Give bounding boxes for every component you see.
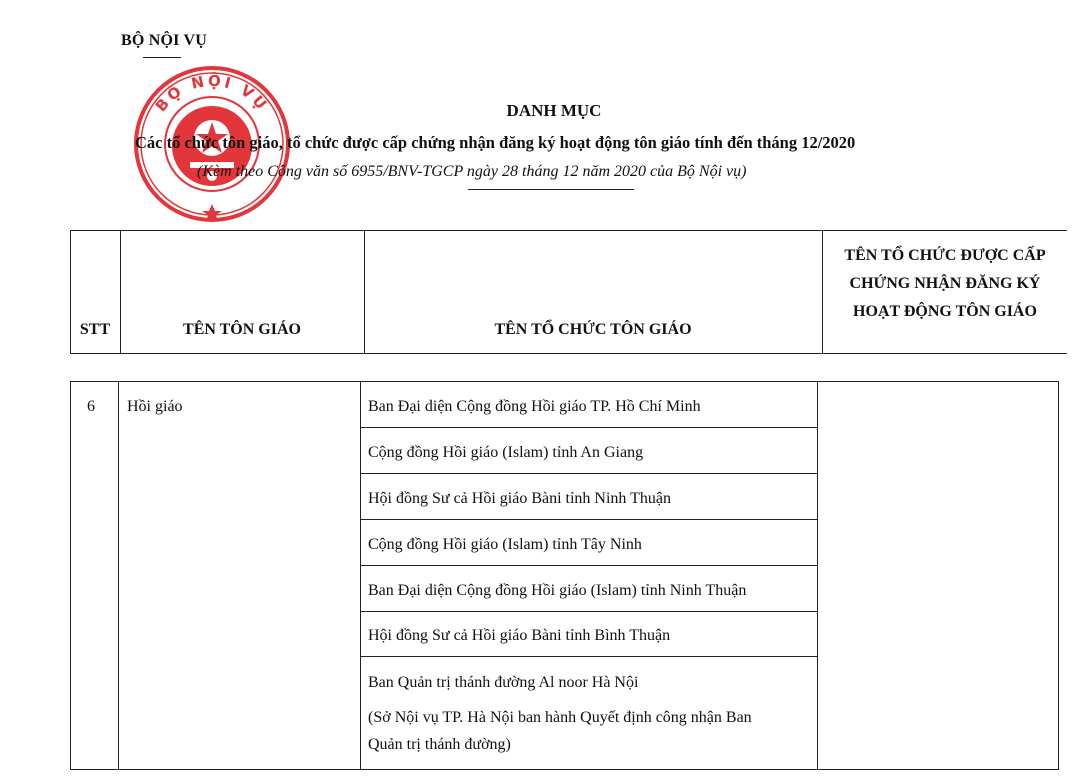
header-top-border (70, 230, 1067, 231)
header-organization: TÊN TỔ CHỨC TÔN GIÁO (494, 321, 692, 338)
org-name: Hội đồng Sư cả Hồi giáo Bàni tỉnh Ninh Thuận (368, 490, 672, 507)
table-body (70, 381, 1059, 770)
org-name: Cộng đồng Hồi giáo (Islam) tỉnh Tây Ninh (368, 536, 642, 553)
org-row-divider (360, 565, 817, 566)
org-name: Hội đồng Sư cả Hồi giáo Bàni tỉnh Bình Thuận (368, 627, 671, 644)
row-religion: Hồi giáo (127, 398, 183, 415)
row-bottom-border (70, 769, 1059, 770)
svg-text:BỘ NỘI VỤ: BỘ NỘI VỤ (151, 71, 273, 116)
col-divider (360, 381, 361, 770)
attachment-note: (Kèm theo Công văn số 6955/BNV-TGCP ngày 28 tháng 12 năm 2020 của Bộ Nội vụ) (197, 163, 747, 180)
document-subtitle: Các tổ chức tôn giáo, tổ chức được cấp chứng nhận đăng ký hoạt động tôn giáo tính đến tháng 12/2020 (135, 133, 856, 152)
table-header (70, 230, 1067, 354)
col-divider (118, 381, 119, 770)
header-religion: TÊN TÔN GIÁO (183, 321, 301, 338)
org-row-divider (360, 656, 817, 657)
agency-underline (143, 57, 181, 58)
org-row-divider (360, 519, 817, 520)
row-stt: 6 (87, 398, 95, 415)
org-note: (Sở Nội vụ TP. Hà Nội ban hành Quyết định công nhận Ban (368, 709, 752, 726)
org-row-divider (360, 427, 817, 428)
org-name: Cộng đồng Hồi giáo (Islam) tỉnh An Giang (368, 444, 644, 461)
header-bottom-border (70, 353, 1067, 354)
col-divider (70, 381, 71, 770)
document-title: DANH MỤC (506, 101, 602, 120)
col-divider (817, 381, 818, 770)
org-name: Ban Đại diện Cộng đồng Hồi giáo (Islam) tỉnh Ninh Thuận (368, 582, 747, 599)
agency-name: BỘ NỘI VỤ (121, 32, 207, 49)
org-name: Ban Quản trị thánh đường Al noor Hà Nội (368, 674, 639, 691)
org-row-divider (360, 611, 817, 612)
row-top-border (70, 381, 1059, 382)
attachment-underline (468, 189, 634, 190)
col-divider (1058, 381, 1059, 770)
org-note: Quản trị thánh đường) (368, 736, 511, 753)
org-name: Ban Đại diện Cộng đồng Hồi giáo TP. Hồ Chí Minh (368, 398, 701, 415)
header-certified-org: TÊN TỔ CHỨC ĐƯỢC CẤP CHỨNG NHẬN ĐĂNG KÝ HOẠT ĐỘNG TÔN GIÁO (844, 247, 1046, 320)
header-stt: STT (79, 321, 111, 338)
org-row-divider (360, 473, 817, 474)
